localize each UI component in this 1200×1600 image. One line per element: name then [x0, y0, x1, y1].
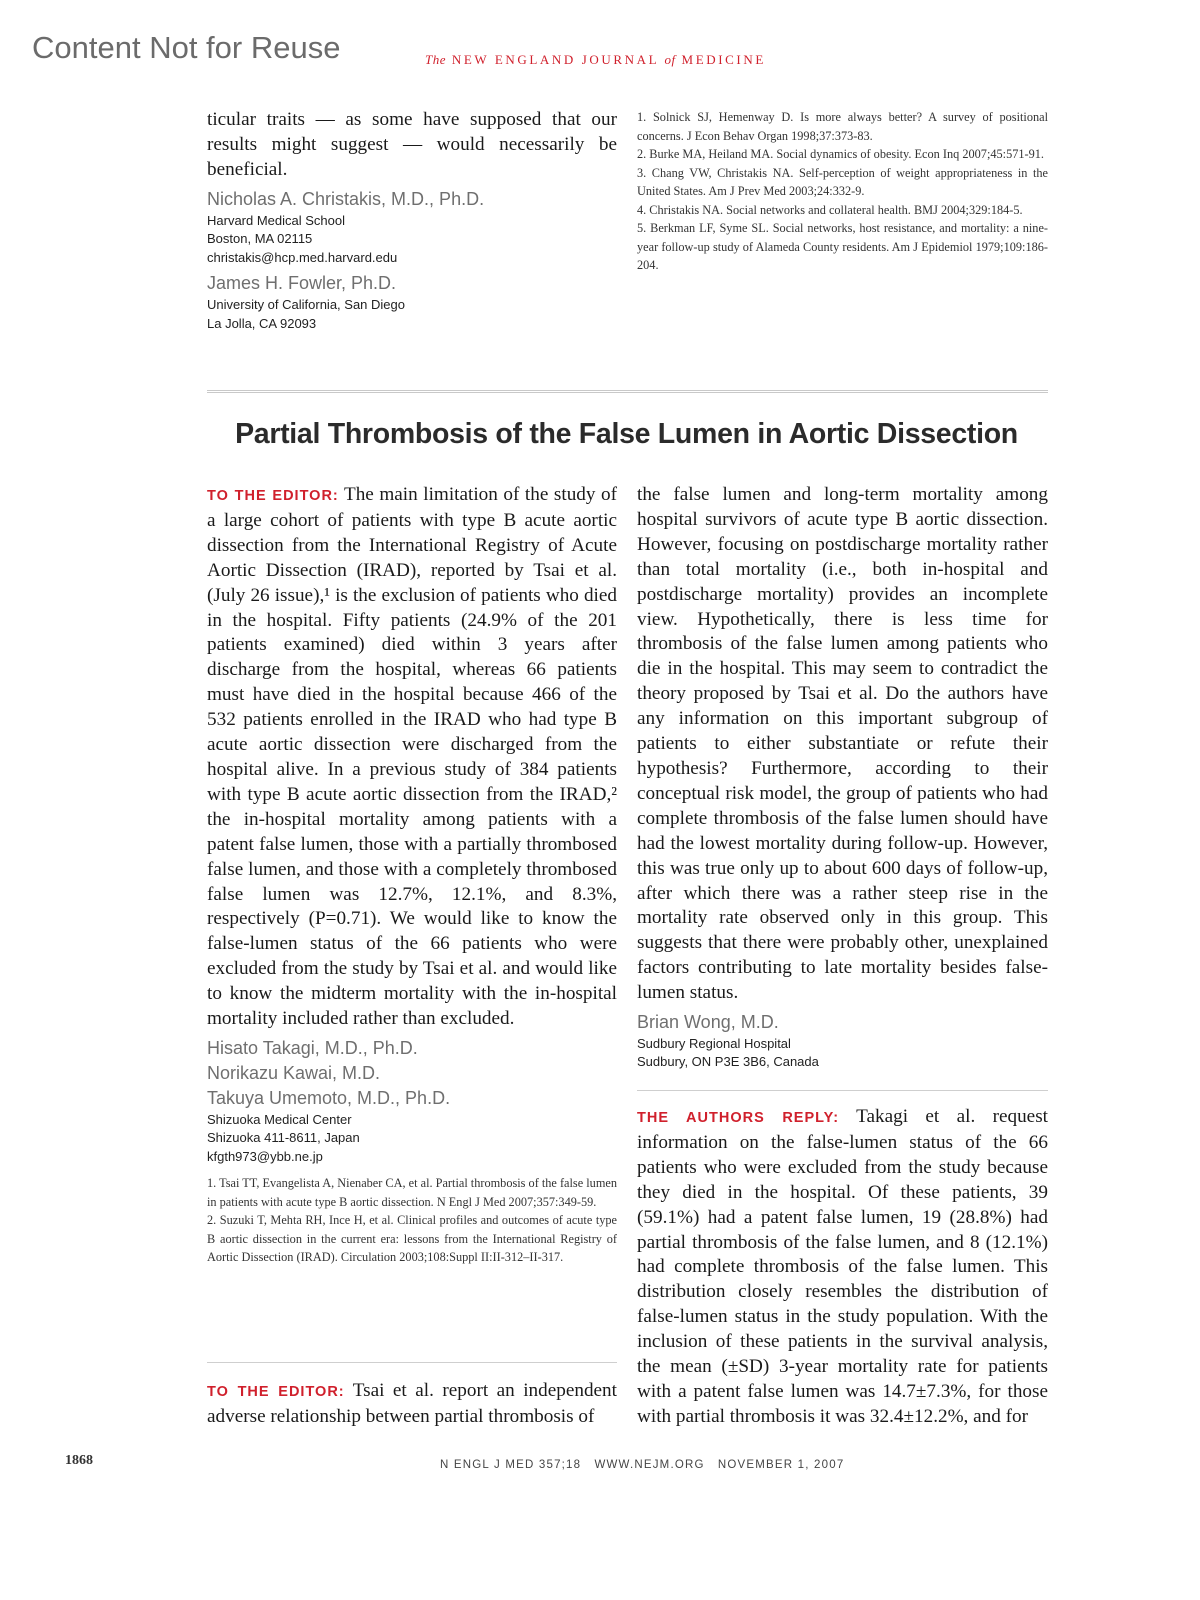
letter-divider — [207, 1362, 617, 1363]
page-number: 1868 — [65, 1453, 93, 1468]
letter-1-affiliation — [207, 1111, 617, 1167]
letter-2-affiliation — [637, 1035, 1048, 1072]
authors-reply — [637, 1105, 1048, 1430]
affil-line: Sudbury, ON P3E 3B6, Canada — [637, 1054, 819, 1070]
prev-letter — [207, 108, 617, 333]
letter-2-body-part1: Tsai et al. report an independent adverse relationship between partial thrombosis of — [207, 1380, 617, 1427]
journal-header-name1: NEW ENGLAND JOURNAL — [451, 52, 659, 67]
prev-author-1-name: Nicholas A. Christakis, M.D., Ph.D. — [207, 188, 485, 209]
affil-line: Boston, MA 02115 — [207, 231, 313, 247]
letter-divider — [637, 1090, 1048, 1091]
article-title: Partial Thrombosis of the False Lumen in Aortic Dissection — [235, 418, 1018, 450]
letter-1-body: The main limitation of the study of a large cohort of patients with type B acute aortic dissection from the International Registry of Acute Aortic Dissection (IRAD), reported by Tsai et al. (July 26 issue),¹ is the exclusion of patients who died in the hospital. Fifty patients (24.9% of the 201 patients examined) died within 3 years after discharge from the hospital, whereas 66 patients must have died in the hospital because 466 of the 532 patients enrolled in the IRAD who had type B acute aortic dissection were discharged from the hospital alive. In a previous study of 384 patients with type B acute aortic dissection from the IRAD,² the in-hospital mortality among patients with a patent false lumen, those with a partially thrombosed false lumen, and those with a completely thrombosed false lumen was 12.7%, 12.1%, and 8.3%, respectively (P=0.71). We would like to know the false-lumen status of the 66 patients who were excluded from the study by Tsai et al. and would like to know the midterm mortality with the in-hospital mortality included rather than excluded. — [207, 484, 617, 1030]
section-divider — [207, 390, 1048, 396]
letter-2-label: TO THE EDITOR: — [207, 1384, 345, 1400]
affil-email: christakis@hcp.med.harvard.edu — [207, 249, 398, 265]
prev-author-2-name: James H. Fowler, Ph.D. — [207, 273, 397, 294]
journal-header-of: of — [664, 52, 676, 67]
reply-label: THE AUTHORS REPLY: — [637, 1110, 840, 1126]
reference: 3. Chang VW, Christakis NA. Self-perception of weight appropriateness in the United States. Am J Prev Med 2003;24:332-9. — [637, 165, 1048, 198]
affil-line: La Jolla, CA 92093 — [207, 315, 317, 331]
footer-citation: N ENGL J MED 357;18 WWW.NEJM.ORG NOVEMBER 1, 2007 — [440, 1459, 845, 1471]
letter-1-references — [207, 1174, 617, 1267]
prev-references — [637, 108, 1048, 275]
letter-1-author-2: Norikazu Kawai, M.D. — [207, 1062, 381, 1083]
affil-line: Sudbury Regional Hospital — [637, 1035, 791, 1051]
letter-1 — [207, 483, 617, 1032]
article-right-column — [637, 483, 1048, 1072]
affil-line: Shizuoka 411-8611, Japan — [207, 1130, 360, 1146]
journal-header-the: The — [425, 52, 446, 67]
journal-header-name2: MEDICINE — [681, 52, 766, 67]
reference: 4. Christakis NA. Social networks and collateral health. BMJ 2004;329:184-5. — [637, 202, 1023, 217]
letter-2-author: Brian Wong, M.D. — [637, 1012, 779, 1033]
reply-body: Takagi et al. request information on the false-lumen status of the 66 patients who were excluded from the study because they died in the hospital. Of these patients, 39 (59.1%) had a patent false lumen, 19 (28.8%) had partial thrombosis of the false lumen, and 8 (12.1%) had complete thrombosis of the false lumen. This distribution closely resembles the distribution of false-lumen status in the study population. With the inclusion of these patients in the survival analysis, the mean (±SD) 3-year mortality rate for patients with a patent false lumen was 14.7±7.3%, for those with partial thrombosis it was 32.4±12.2%, and for — [637, 1106, 1048, 1427]
affil-email: kfgth973@ybb.ne.jp — [207, 1148, 323, 1164]
reference: 1. Tsai TT, Evangelista A, Nienaber CA, et al. Partial thrombosis of the false lumen in patients with acute type B aortic dissection. N Engl J Med 2007;357:349-59. — [207, 1176, 617, 1209]
letter-2-start — [207, 1379, 617, 1430]
prev-author-2-affiliation — [207, 296, 617, 333]
affil-line: Harvard Medical School — [207, 212, 346, 228]
reference: 2. Burke MA, Heiland MA. Social dynamics of obesity. Econ Inq 2007;45:571-91. — [637, 147, 1044, 161]
prev-author-1-affiliation — [207, 212, 617, 268]
reference: 2. Suzuki T, Mehta RH, Ince H, et al. Clinical profiles and outcomes of acute type B aortic dissection in the current era: lessons from the International Registry of Aortic Dissection (IRAD). Circulation 2003;108:Suppl II:II-312–II-317. — [207, 1213, 617, 1265]
letter-1-label: TO THE EDITOR: — [207, 488, 339, 504]
reference: 5. Berkman LF, Syme SL. Social networks, host resistance, and mortality: a nine-year follow-up study of Alameda County residents. Am J Epidemiol 1979;109:186-204. — [637, 221, 1048, 272]
letter-1-author-3: Takuya Umemoto, M.D., Ph.D. — [207, 1087, 451, 1108]
affil-line: University of California, San Diego — [207, 297, 405, 313]
article-left-column — [207, 483, 617, 1267]
letter-2-body-part2: the false lumen and long-term mortality among hospital survivors of acute type B aortic dissection. However, focusing on postdischarge mortality rather than total mortality (i.e., both in-hospital and postdischarge mortality) provides an incomplete view. Hypothetically, there is less time for thrombosis of the false lumen among patients who die in the hospital. This may seem to contradict the theory proposed by Tsai et al. Do the authors have any information on this important subgroup of patients to either substantiate or refute their hypothesis? Furthermore, according to their conceptual risk model, the group of patients who had complete thrombosis of the false lumen should have had the lowest mortality during follow-up. However, this was true only up to about 600 days of follow-up, after which there was a rather steep rise in the mortality rate observed only in this group. This suggests that there were probably other, unexplained factors contributing to late mortality besides false-lumen status. — [637, 484, 1048, 1004]
affil-line: Shizuoka Medical Center — [207, 1111, 352, 1127]
prev-letter-body: ticular traits — as some have supposed that our results might suggest — would necessarily be beneficial. — [207, 109, 617, 180]
letter-1-author-1: Hisato Takagi, M.D., Ph.D. — [207, 1037, 418, 1058]
watermark: Content Not for Reuse — [32, 30, 341, 65]
journal-header — [425, 52, 766, 68]
reference: 1. Solnick SJ, Hemenway D. Is more always better? A survey of positional concerns. J Econ Behav Organ 1998;37:373-83. — [637, 110, 1048, 143]
